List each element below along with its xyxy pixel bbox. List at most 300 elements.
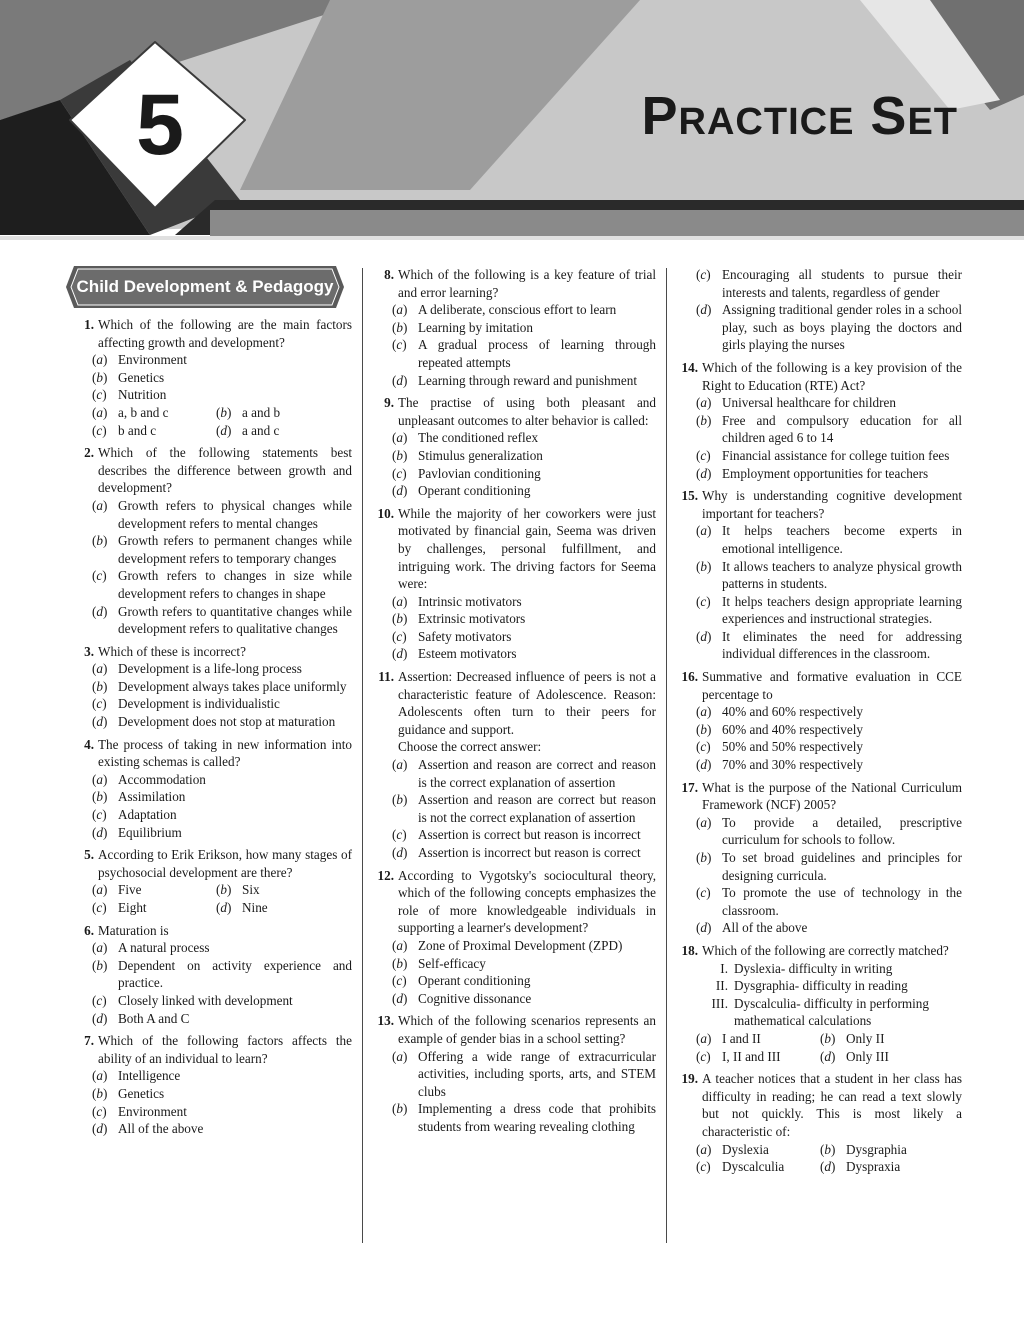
column-1	[74, 266, 352, 1143]
question-stem	[678, 942, 962, 960]
option-letter: ( c )	[392, 826, 418, 844]
answer-option	[74, 1085, 352, 1103]
question-stem	[678, 359, 962, 394]
answer-option	[374, 756, 656, 791]
option-text: Genetics	[118, 1085, 165, 1101]
answer-option	[92, 404, 216, 422]
question-number: 5.	[84, 847, 94, 863]
option-letter: ( a )	[92, 497, 118, 532]
statement-text: Dysgraphia- difficulty in reading	[734, 978, 908, 994]
question-stem	[374, 867, 656, 937]
answer-option	[696, 1048, 820, 1066]
option-letter: ( c )	[392, 628, 418, 646]
answer-option	[74, 992, 352, 1010]
option-letter: ( d )	[696, 756, 722, 774]
option-text: Learning by imitation	[418, 319, 533, 335]
option-text: All of the above	[722, 920, 808, 936]
question-stem	[374, 668, 656, 738]
answer-option	[74, 497, 352, 532]
option-letter: ( a )	[696, 394, 722, 412]
option-letter: ( d )	[696, 301, 722, 354]
question-stem	[74, 316, 352, 351]
answer-option	[74, 1010, 352, 1028]
option-text: Dyslexia	[722, 1141, 769, 1157]
option-letter: ( d )	[92, 1120, 118, 1138]
answer-option	[216, 404, 340, 422]
option-text: 70% and 30% respectively	[722, 757, 863, 773]
question	[678, 668, 962, 774]
option-text: Both A and C	[118, 1010, 190, 1026]
option-letter: ( d )	[216, 422, 242, 440]
question-text: While the majority of her coworkers were just motivated by financial gain, Seema was driven by challenges, personal fulfillment, and intriguing work. The driving factors for Seema were:	[398, 505, 656, 592]
option-text: Adaptation	[118, 807, 177, 823]
answer-option	[374, 447, 656, 465]
option-letter: ( d )	[216, 899, 242, 917]
question-text: Which of the following are correctly matched?	[702, 942, 949, 958]
option-text: Development is individualistic	[118, 696, 280, 712]
answer-option	[678, 522, 962, 557]
option-text: Environment	[118, 1103, 187, 1119]
option-letter: ( b )	[92, 1085, 118, 1103]
answer-option	[678, 593, 962, 628]
answer-option-row	[74, 899, 352, 917]
option-text: Dyscalculia	[722, 1159, 785, 1175]
option-letter: ( c )	[696, 1158, 722, 1176]
question-text: Which of the following are the main factors affecting growth and development?	[98, 317, 352, 350]
question-text: Which of the following statements best describes the difference between growth and development?	[98, 445, 352, 496]
question	[678, 1070, 962, 1176]
option-text: It eliminates the need for addressing individual differences in the classroom.	[722, 628, 962, 662]
question	[74, 736, 352, 842]
option-text: It helps teachers design appropriate learning experiences and instructional strategies.	[722, 593, 962, 627]
option-letter: ( c )	[92, 422, 118, 440]
question-stem	[74, 643, 352, 661]
question	[678, 779, 962, 937]
answer-option	[678, 628, 962, 663]
answer-option	[92, 422, 216, 440]
option-letter: ( c )	[696, 1048, 722, 1066]
answer-option	[374, 844, 656, 862]
option-letter: ( a )	[392, 593, 418, 611]
answer-option	[92, 899, 216, 917]
question-text: According to Erik Erikson, how many stages of psychosocial development are there?	[98, 847, 352, 880]
option-letter: ( a )	[696, 522, 722, 557]
answer-option	[696, 1030, 820, 1048]
option-letter: ( b )	[92, 678, 118, 696]
option-text: Closely linked with development	[118, 992, 293, 1008]
question-number: 4.	[84, 736, 94, 752]
option-letter: ( d )	[820, 1158, 846, 1176]
option-text: Assigning traditional gender roles in a school play, such as boys playing the doctors and girls playing the nurses	[722, 302, 962, 353]
answer-option-row	[678, 1048, 962, 1066]
option-letter: ( a )	[92, 404, 118, 422]
option-letter: ( b )	[392, 1100, 418, 1135]
question-number: 2.	[84, 445, 94, 461]
question	[678, 359, 962, 482]
answer-option	[678, 301, 962, 354]
option-text: It allows teachers to analyze physical growth patterns in students.	[722, 558, 962, 592]
option-letter: ( c )	[92, 806, 118, 824]
option-text: Assertion and reason are correct and reason is the correct explanation of assertion	[418, 757, 656, 790]
statement-text: Dyscalculia- difficulty in performing mathematical calculations	[734, 995, 929, 1029]
option-text: Dependent on activity experience and practice.	[118, 957, 352, 991]
answer-option	[374, 791, 656, 826]
answer-option	[374, 301, 656, 319]
option-text: I and II	[722, 1030, 761, 1046]
question	[678, 942, 962, 1065]
option-letter: ( d )	[696, 465, 722, 483]
answer-option	[374, 628, 656, 646]
answer-option	[678, 266, 962, 301]
answer-option-row	[74, 404, 352, 422]
option-text: Safety motivators	[418, 628, 512, 644]
option-text: Growth refers to changes in size while development refers to changes in shape	[118, 568, 352, 601]
question-stem	[74, 444, 352, 497]
question-text: According to Vygotsky's sociocultural theory, which of the following concepts emphasizes the role of more knowledgeable individuals in supporting a learner's development?	[398, 867, 656, 936]
statement-numeral: III.	[711, 995, 728, 1011]
answer-option	[678, 849, 962, 884]
question	[374, 394, 656, 500]
option-letter: ( c )	[92, 1103, 118, 1121]
question-number: 14.	[681, 359, 698, 375]
question	[74, 643, 352, 731]
option-text: Pavlovian conditioning	[418, 465, 541, 481]
option-text: A deliberate, conscious effort to learn	[418, 302, 617, 318]
answer-option-row	[74, 422, 352, 440]
option-text: Encouraging all students to pursue their interests and talents, regardless of gender	[722, 267, 962, 300]
answer-option	[696, 1158, 820, 1176]
option-letter: ( c )	[92, 567, 118, 602]
answer-option	[374, 610, 656, 628]
option-letter: ( a )	[92, 771, 118, 789]
answer-option-row	[678, 1141, 962, 1159]
answer-option	[374, 1048, 656, 1101]
option-text: A natural process	[118, 940, 210, 956]
option-text: b and c	[118, 422, 157, 438]
question-stem	[678, 668, 962, 703]
answer-option	[74, 713, 352, 731]
answer-option	[74, 788, 352, 806]
answer-option	[678, 814, 962, 849]
option-letter: ( a )	[392, 756, 418, 791]
question	[74, 444, 352, 638]
answer-option	[678, 394, 962, 412]
option-letter: ( b )	[216, 881, 242, 899]
question	[74, 1032, 352, 1138]
option-text: Esteem motivators	[418, 646, 517, 662]
option-letter: ( d )	[392, 645, 418, 663]
option-text: Learning through reward and punishment	[418, 372, 637, 388]
option-text: Stimulus generalization	[418, 447, 543, 463]
option-text: The conditioned reflex	[418, 430, 539, 446]
option-letter: ( a )	[392, 429, 418, 447]
option-letter: ( d )	[392, 844, 418, 862]
answer-option	[374, 990, 656, 1008]
option-text: Intelligence	[118, 1068, 181, 1084]
answer-option	[374, 336, 656, 371]
question-number: 18.	[681, 942, 698, 958]
answer-option	[74, 603, 352, 638]
question-number: 12.	[377, 867, 394, 883]
option-letter: ( b )	[92, 788, 118, 806]
answer-option	[374, 972, 656, 990]
question	[678, 487, 962, 663]
question-text: Which of the following scenarios represents an example of gender bias in a school setting?	[398, 1013, 656, 1046]
column-divider	[666, 268, 667, 1243]
question	[374, 266, 656, 389]
option-letter: ( d )	[392, 372, 418, 390]
option-letter: ( b )	[216, 404, 242, 422]
option-letter: ( d )	[696, 919, 722, 937]
option-text: A gradual process of learning through repeated attempts	[418, 337, 656, 370]
question-text: Summative and formative evaluation in CCE percentage to	[702, 669, 962, 702]
option-text: a and b	[242, 404, 281, 420]
option-letter: ( c )	[696, 738, 722, 756]
question	[374, 867, 656, 1008]
option-text: Only III	[846, 1048, 889, 1064]
column-2	[374, 266, 656, 1141]
answer-option	[74, 824, 352, 842]
answer-option	[820, 1048, 944, 1066]
answer-option	[678, 919, 962, 937]
option-letter: ( d )	[392, 482, 418, 500]
answer-option	[374, 429, 656, 447]
chapter-header	[0, 0, 1024, 240]
answer-option	[74, 678, 352, 696]
option-text: Genetics	[118, 369, 165, 385]
answer-option-row	[678, 1158, 962, 1176]
option-letter: ( c )	[696, 593, 722, 628]
answer-option	[820, 1141, 944, 1159]
answer-option	[216, 899, 340, 917]
answer-option	[374, 482, 656, 500]
option-text: Nutrition	[118, 387, 167, 403]
option-letter: ( c )	[92, 386, 118, 404]
answer-option	[678, 721, 962, 739]
option-text: Equilibrium	[118, 824, 182, 840]
option-letter: ( d )	[92, 603, 118, 638]
option-text: Assimilation	[118, 789, 186, 805]
option-text: Employment opportunities for teachers	[722, 465, 929, 481]
answer-option	[374, 826, 656, 844]
column-3	[678, 266, 962, 1181]
option-letter: ( d )	[696, 628, 722, 663]
option-letter: ( b )	[392, 955, 418, 973]
question-text: Which of the following is a key provision of the Right to Education (RTE) Act?	[702, 359, 962, 393]
option-letter: ( a )	[696, 814, 722, 849]
question-number: 6.	[84, 922, 94, 938]
option-letter: ( b )	[92, 369, 118, 387]
answer-option-row	[74, 881, 352, 899]
answer-option	[216, 422, 340, 440]
statement-numeral: II.	[715, 978, 728, 994]
option-text: Development does not stop at maturation	[118, 714, 336, 730]
question-number: 8.	[384, 267, 394, 282]
option-letter: ( d )	[92, 824, 118, 842]
question-number: 19.	[681, 1071, 698, 1087]
option-letter: ( d )	[820, 1048, 846, 1066]
option-letter: ( c )	[696, 447, 722, 465]
option-text: Eight	[118, 900, 147, 915]
statement-numeral: I.	[720, 960, 728, 976]
option-text: Intrinsic motivators	[418, 593, 522, 609]
option-text: Assertion and reason are correct but reason is not the correct explanation of assertion	[418, 792, 656, 825]
option-text: 40% and 60% respectively	[722, 704, 863, 720]
answer-option	[374, 645, 656, 663]
answer-option	[216, 881, 340, 899]
question	[374, 668, 656, 862]
option-letter: ( b )	[696, 412, 722, 447]
option-letter: ( b )	[92, 957, 118, 992]
question-text: Why is understanding cognitive development important for teachers?	[702, 488, 962, 521]
answer-option	[74, 532, 352, 567]
option-text: Development always takes place uniformly	[118, 678, 347, 694]
answer-option	[696, 1141, 820, 1159]
option-letter: ( d )	[92, 713, 118, 731]
option-text: Assertion is correct but reason is incorrect	[418, 827, 641, 843]
option-letter: ( b )	[696, 849, 722, 884]
statement-item	[678, 960, 962, 978]
option-letter: ( b )	[92, 532, 118, 567]
answer-option	[74, 369, 352, 387]
option-text: To provide a detailed, prescriptive curriculum for schools to follow.	[722, 814, 962, 848]
answer-option-row	[678, 1030, 962, 1048]
question-stem	[678, 779, 962, 814]
option-text: Dyspraxia	[846, 1159, 901, 1175]
option-letter: ( a )	[92, 1067, 118, 1085]
answer-option	[74, 771, 352, 789]
statement-item	[678, 977, 962, 995]
question-text: The process of taking in new information into existing schemas is called?	[98, 736, 352, 770]
answer-option	[74, 695, 352, 713]
option-text: Growth refers to permanent changes while development refers to temporary changes	[118, 533, 352, 566]
option-text: Accommodation	[118, 771, 206, 787]
option-text: Financial assistance for college tuition fees	[722, 447, 950, 463]
option-letter: ( c )	[696, 266, 722, 301]
column-divider	[362, 268, 363, 1243]
question-stem	[374, 394, 656, 429]
question-text: Maturation is	[98, 922, 169, 938]
question-stem	[374, 266, 656, 301]
answer-option	[678, 558, 962, 593]
option-text: Only II	[846, 1030, 885, 1046]
option-letter: ( b )	[392, 791, 418, 826]
option-text: Free and compulsory education for all children aged 6 to 14	[722, 412, 962, 446]
option-letter: ( a )	[92, 939, 118, 957]
question-number: 10.	[377, 505, 394, 521]
answer-option	[374, 465, 656, 483]
question-text: A teacher notices that a student in her class has difficulty in reading; he can read a text slowly but not quickly. This is most likely a characteristic of:	[702, 1071, 962, 1139]
answer-option	[374, 319, 656, 337]
option-letter: ( a )	[696, 1141, 722, 1159]
option-letter: ( c )	[392, 336, 418, 371]
option-letter: ( b )	[820, 1141, 846, 1159]
set-number: 5	[136, 77, 184, 173]
answer-option	[92, 881, 216, 899]
option-text: To promote the use of technology in the classroom.	[722, 885, 962, 918]
option-text: Five	[118, 882, 142, 898]
answer-option	[74, 939, 352, 957]
option-letter: ( d )	[392, 990, 418, 1008]
question-text: Which of the following is a key feature of trial and error learning?	[398, 267, 656, 300]
question-stem	[74, 846, 352, 881]
option-text: Implementing a dress code that prohibits students from wearing revealing clothing	[418, 1101, 656, 1134]
option-letter: ( a )	[696, 1030, 722, 1048]
option-text: To set broad guidelines and principles for designing curricula.	[722, 850, 962, 883]
answer-option	[74, 1103, 352, 1121]
section-title: Child Development & Pedagogy	[76, 277, 334, 296]
option-text: a, b and c	[118, 404, 169, 420]
option-text: Development is a life-long process	[118, 661, 302, 677]
question-text: Which of these is incorrect?	[98, 643, 246, 659]
option-letter: ( b )	[392, 610, 418, 628]
answer-option	[74, 957, 352, 992]
option-text: Assertion is incorrect but reason is correct	[418, 845, 641, 860]
option-letter: ( a )	[92, 881, 118, 899]
option-text: It helps teachers become experts in emotional intelligence.	[722, 523, 962, 556]
option-letter: ( b )	[392, 447, 418, 465]
option-text: Growth refers to physical changes while development refers to mental changes	[118, 497, 352, 531]
question-number: 15.	[681, 488, 698, 504]
question-number: 1.	[84, 317, 94, 332]
answer-option	[820, 1158, 944, 1176]
question	[74, 846, 352, 916]
answer-option	[74, 386, 352, 404]
question-text: Which of the following factors affects the ability of an individual to learn?	[98, 1033, 352, 1066]
option-text: Universal healthcare for children	[722, 395, 896, 411]
question-stem	[678, 487, 962, 522]
question-continued	[678, 266, 962, 354]
answer-option	[678, 447, 962, 465]
question-stem	[74, 1032, 352, 1067]
question-text: The practise of using both pleasant and unpleasant outcomes to alter behavior is called:	[398, 395, 656, 428]
question-stem	[374, 505, 656, 593]
answer-option	[374, 372, 656, 390]
option-text: Growth refers to quantitative changes while development refers to qualitative changes	[118, 603, 352, 637]
question-number: 11.	[378, 669, 394, 685]
statement-text: Dyslexia- difficulty in writing	[734, 960, 893, 976]
option-text: Six	[242, 882, 260, 898]
option-text: All of the above	[118, 1121, 204, 1137]
option-letter: ( c )	[92, 899, 118, 917]
question-number: 17.	[681, 779, 698, 795]
option-letter: ( a )	[92, 351, 118, 369]
option-text: Environment	[118, 352, 187, 368]
question	[74, 922, 352, 1028]
question-instruction: Choose the correct answer:	[398, 739, 542, 755]
option-letter: ( b )	[820, 1030, 846, 1048]
option-letter: ( c )	[392, 465, 418, 483]
answer-option	[678, 465, 962, 483]
question-stem	[374, 1012, 656, 1047]
answer-option	[374, 955, 656, 973]
answer-option	[678, 412, 962, 447]
option-letter: ( b )	[696, 721, 722, 739]
question-stem	[74, 736, 352, 771]
option-text: Extrinsic motivators	[418, 611, 526, 627]
answer-option	[820, 1030, 944, 1048]
option-text: Nine	[242, 900, 268, 915]
page-title: Practice Set	[641, 86, 958, 146]
option-letter: ( c )	[92, 992, 118, 1010]
answer-option	[678, 884, 962, 919]
question	[374, 1012, 656, 1135]
question-stem	[74, 922, 352, 940]
answer-option	[374, 1100, 656, 1135]
option-letter: ( a )	[92, 660, 118, 678]
option-letter: ( c )	[392, 972, 418, 990]
option-text: 60% and 40% respectively	[722, 721, 863, 737]
